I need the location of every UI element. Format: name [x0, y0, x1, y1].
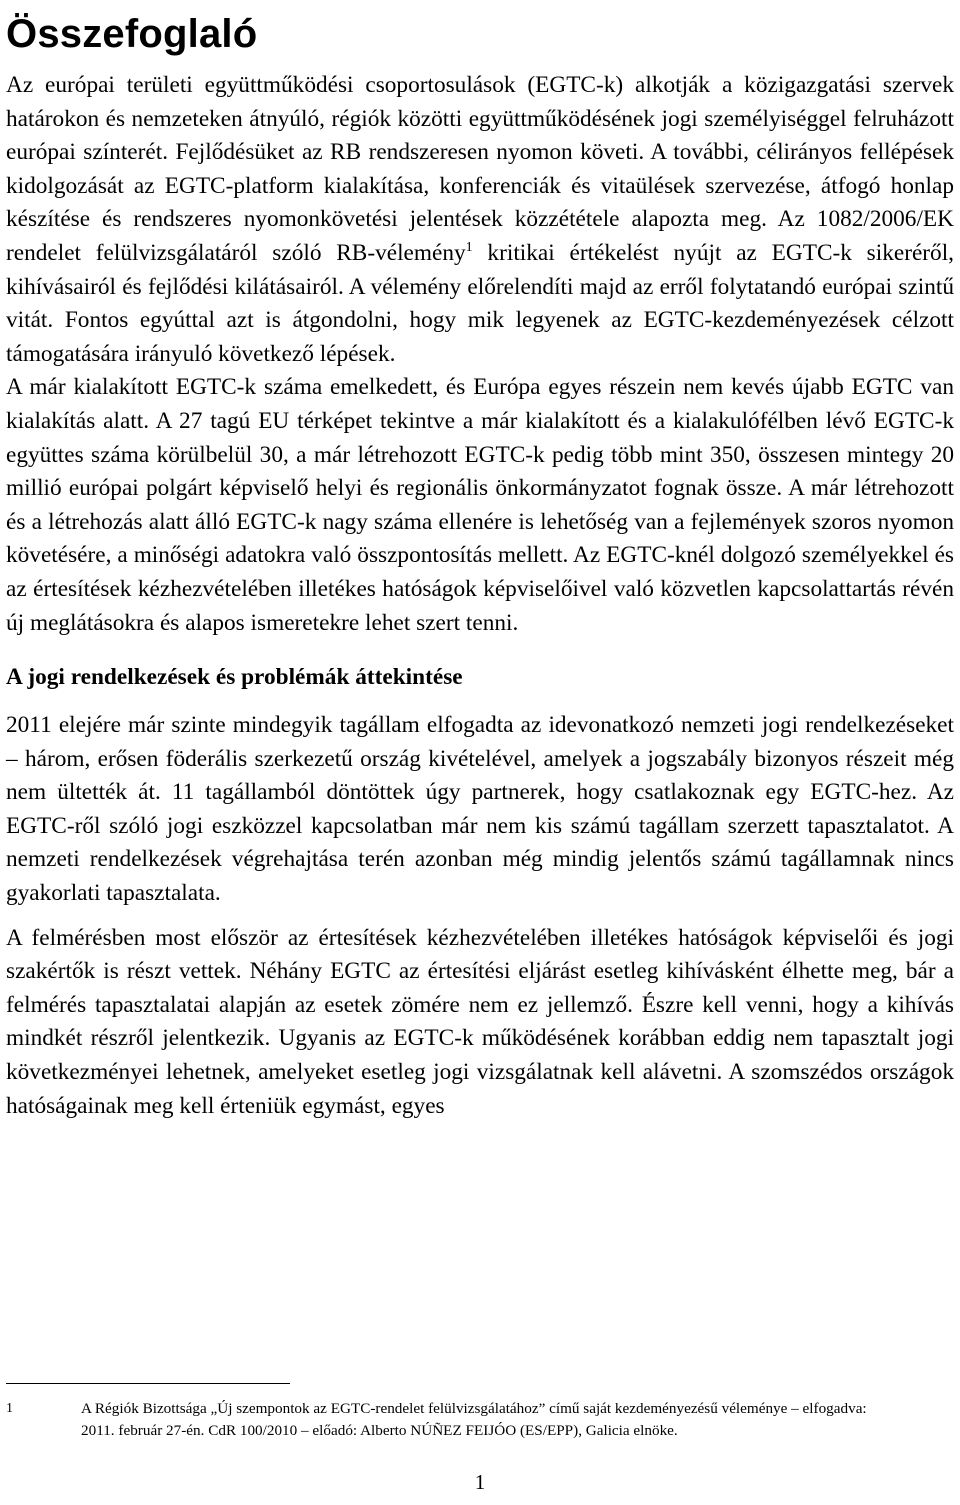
footnote-divider — [6, 1383, 290, 1384]
footnote-line-2: 2011. február 27-én. CdR 100/2010 – előadó: Alberto NÚÑEZ FEIJÓO (ES/EPP), Galicia elnöke. — [81, 1422, 678, 1439]
section-heading: A jogi rendelkezések és problémák áttekintése — [6, 664, 463, 691]
section-paragraph-1: 2011 elejére már szinte mindegyik tagállam elfogadta az idevonatkozó nemzeti jogi rendelkezéseket ‒ három, erősen föderális szerkezetű ország kivételével, amelyek a jogszabály bizonyos részeit még nem ültették át. 11 tagállamból döntöttek úgy partnerek, hogy csatlakoznak egy EGTC-hez. Az EGTC-ről szóló jogi eszközzel kapcsolatban már nem kis számú tagállam szerzett tapasztalatot. A nemzeti rendelkezések végrehajtása terén azonban még mindig jelentős számú tagállamnak nincs gyakorlati tapasztalata. — [6, 712, 954, 907]
footnote — [6, 1398, 954, 1442]
summary-paragraph-1-text-b: kritikai értékelést nyújt az EGTC-k sikeréről, kihívásairól és fejlődési kilátásairól. A vélemény előrelendíti majd az erről folytatandó európai szintű vitát. Fontos egyúttal azt is átgondolni, hogy mik legyenek az EGTC-kezdeményezések célzott támogatására irányuló következő lépések. — [6, 239, 954, 367]
footnote-text — [81, 1398, 954, 1442]
summary-paragraph-2: A már kialakított EGTC-k száma emelkedett, és Európa egyes részein nem kevés újabb EGTC van kialakítás alatt. A 27 tagú EU térképet tekintve a már kialakított és a kialakulófélben lévő EGTC-k együttes száma körülbelül 30, a már létrehozott EGTC-k pedig több mint 350, összesen mintegy 20 millió európai polgárt képviselő helyi és regionális önkormányzatot fognak össze. A már létrehozott és a létrehozás alatt álló EGTC-k nagy száma ellenére is lehetőség van a fejlemények szoros nyomon követésére, a minőségi adatokra való összpontosítás mellett. Az EGTC-knél dolgozó személyekkel és az értesítések kézhezvételében illetékes hatóságok képviselőivel való közvetlen kapcsolattartás révén új meglátásokra és alapos ismeretekre lehet szert tenni. — [6, 374, 954, 636]
summary-paragraph-1-text-a: Az európai területi együttműködési csoportosulások (EGTC-k) alkotják a közigazgatási szervek határokon és nemzeteken átnyúló, régiók közötti együttműködésének jogi személyiséggel felruházott európai színterét. Fejlődésüket az RB rendszeresen nyomon követi. A további, célirányos fellépések kidolgozását az EGTC-platform kialakítása, konferenciák és vitaülések szervezése, átfogó honlap készítése és rendszeres nyomonkövetési jelentések közzététele alapozta meg. Az 1082/2006/EK rendelet felülvizsgálatáról szóló RB-vélemény — [6, 72, 954, 266]
footnote-reference[interactable]: 1 — [465, 240, 473, 256]
page-number: 1 — [474, 1470, 486, 1494]
page-title: Összefoglaló — [6, 12, 258, 56]
section-paragraph-2: A felmérésben most először az értesítések kézhezvételében illetékes hatóságok képviselői és jogi szakértők is részt vettek. Néhány EGTC az értesítési eljárást esetleg kihívásként élhette meg, bár a felmérés tapasztalatai alapján az esetek zömére nem ez jellemző. Észre kell venni, hogy a kihívás mindkét részről jelentkezik. Ugyanis az EGTC-k működésének korábban eddig nem tapasztalt jogi következményei lehetnek, amelyeket esetleg jogi vizsgálatnak kell alávetni. A szomszédos országok hatóságainak meg kell érteniük egymást, egyes — [6, 924, 954, 1119]
footnote-line-1: A Régiók Bizottsága „Új szempontok az EGTC-rendelet felülvizsgálatához” című saját kezdeményezésű véleménye – elfogadva: — [81, 1400, 867, 1417]
summary-paragraph-1 — [6, 69, 954, 371]
footnote-mark: 1 — [6, 1401, 13, 1416]
